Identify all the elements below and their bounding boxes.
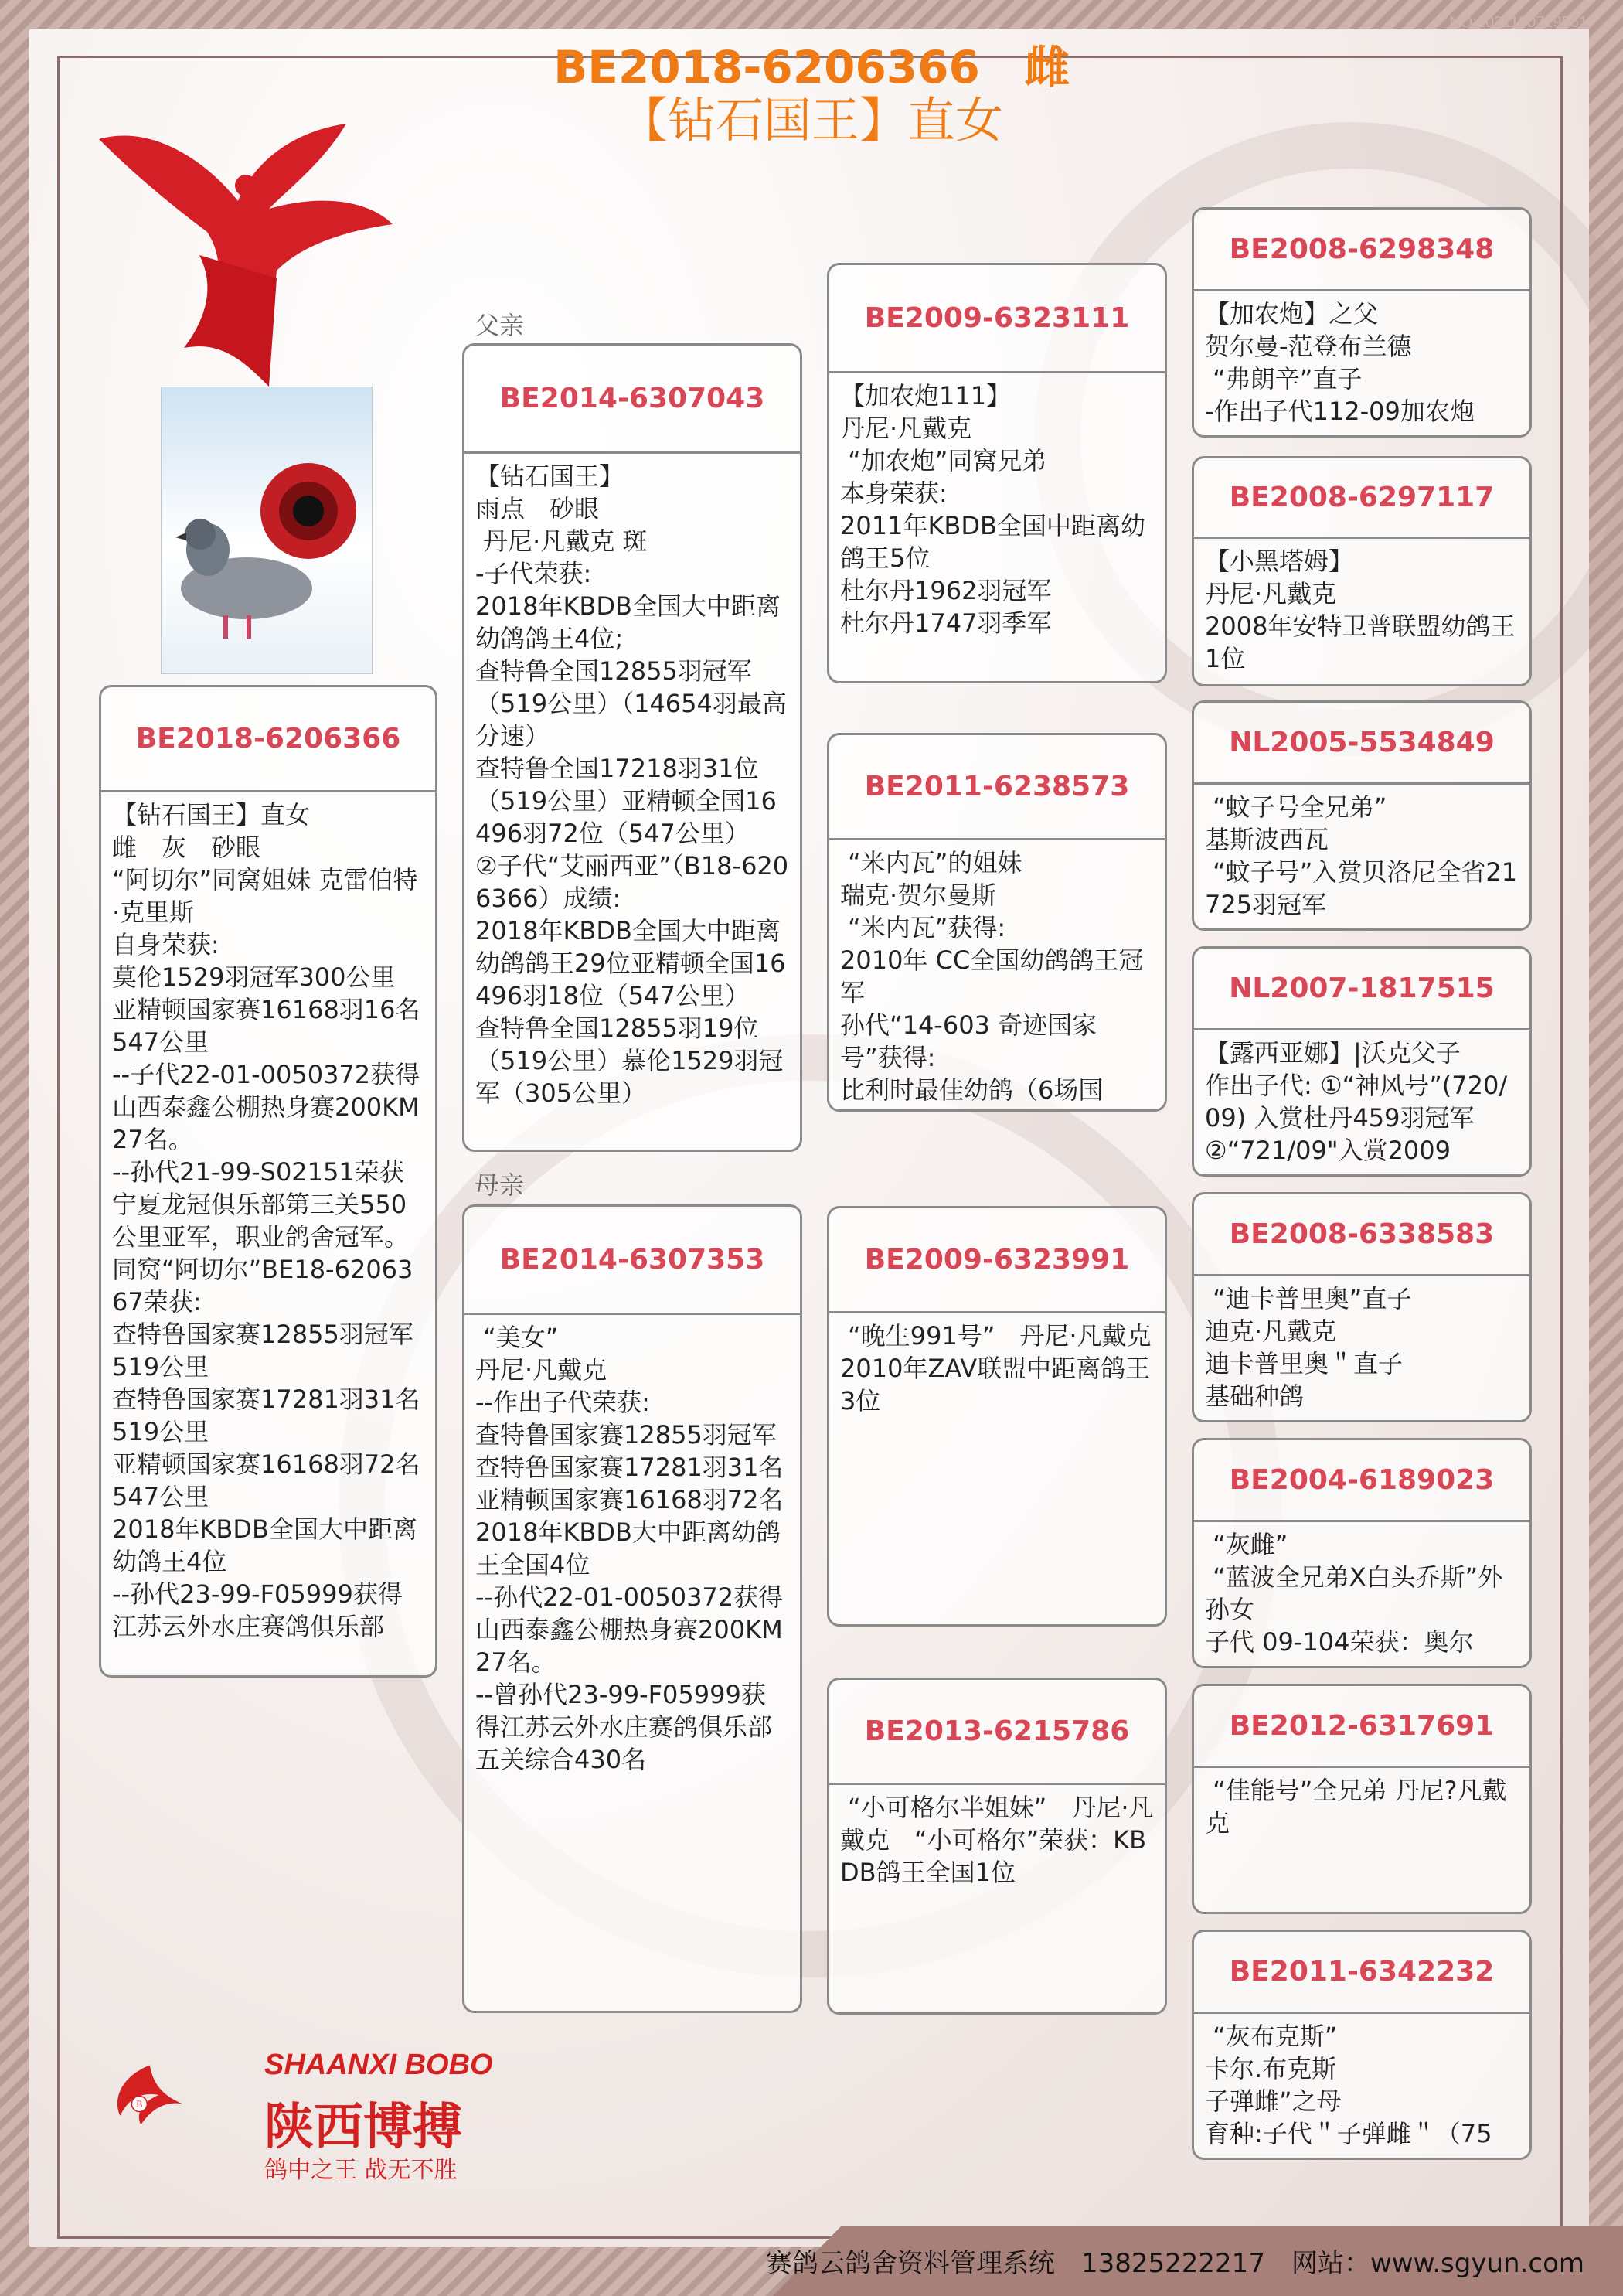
dam-ring: BE2014-6307353 (464, 1207, 800, 1315)
great-grandparent-description: 【露西亚娜】|沃克父子 作出子代: ①“神风号”(720/09) 入赏杜丹459羽冠军 ②“721/09"入赏2009 (1205, 1038, 1508, 1165)
great-grandparent-ring: BE2008-6298348 (1194, 210, 1529, 291)
document-number: NO:2021100719561 (1449, 14, 1587, 31)
subject-card (99, 685, 437, 1678)
grandparent-card (827, 1206, 1167, 1627)
great-grandparent-card (1192, 1930, 1532, 2160)
grandparent-description: 【加农炮111】 丹尼·凡戴克 “加农炮”同窝兄弟 本身荣获: 2011年KBDB全国中距离幼鸽王5位 杜尔丹1962羽冠军 杜尔丹1747羽季军 (840, 381, 1145, 638)
great-grandparent-card (1192, 207, 1532, 438)
sire-description: 【钻石国王】 雨点 砂眼 丹尼·凡戴克 斑 -子代荣获: 2018年KBDB全国大中距离幼鸽鸽王4位; 查特鲁全国12855羽冠军（519公里）（14654羽最高分速） 查特鲁全国17218羽31位（519公里）亚精顿全国16496羽72位（547公里） ②子代“艾丽西亚”（B18-6206366）成绩: 2018年KBDB全国大中距离幼鸽鸽王29位亚精顿全国16496羽18位（547公里） 查特鲁全国12855羽19位（519公里）慕伦1529羽冠军（305公里） (475, 462, 789, 1108)
great-grandparent-ring: BE2011-6342232 (1194, 1932, 1529, 2014)
subject-ring: BE2018-6206366 (101, 687, 435, 792)
great-grandparent-ring: BE2012-6317691 (1194, 1686, 1529, 1768)
great-grandparent-card (1192, 1192, 1532, 1422)
grandparent-ring: BE2009-6323991 (829, 1208, 1165, 1313)
great-grandparent-description: “灰布克斯” 卡尔.布克斯 子弹雌”之母 育种:子代＂子弹雌＂（75 (1205, 2022, 1492, 2148)
sire-ring: BE2014-6307043 (464, 346, 800, 454)
great-grandparent-description: “蚊子号全兄弟” 基斯波西瓦 “蚊子号”入赏贝洛尼全省21725羽冠军 (1205, 792, 1518, 919)
brand-slogan: 鸽中之王 战无不胜 (264, 2157, 458, 2184)
grandparent-card (827, 263, 1167, 683)
grandparent-description: “米内瓦”的姐妹 瑞克·贺尔曼斯 “米内瓦”获得: 2010年 CC全国幼鸽鸽王冠军 孙代“14-603 奇迹国家号”获得: 比利时最佳幼鸽（6场国 (840, 848, 1144, 1105)
phoenix-logo-icon (91, 116, 400, 394)
pigeon-illustration (162, 387, 372, 673)
footer-contact: 赛鸽云鸽舍资料管理系统 13825222217 网站：www.sgyun.com (766, 2248, 1584, 2279)
great-grandparent-description: 【小黑塔姆】 丹尼·凡戴克 2008年安特卫普联盟幼鸽王1位 (1205, 547, 1516, 673)
brand-name-en: SHAANXI BOBO (264, 2049, 493, 2081)
brand-logo-icon (108, 2010, 263, 2180)
dam-card (462, 1204, 802, 2013)
mother-label: 母亲 (475, 1170, 525, 1200)
grandparent-ring: BE2011-6238573 (829, 735, 1165, 840)
great-grandparent-description: 【加农炮】之父 贺尔曼-范登布兰德 “弗朗辛”直子 -作出子代112-09加农炮 (1205, 299, 1475, 426)
father-label: 父亲 (475, 311, 525, 340)
great-grandparent-ring: BE2004-6189023 (1194, 1440, 1529, 1522)
brand-name-cn: 陕西博搏 (264, 2099, 462, 2156)
grandparent-ring: BE2013-6215786 (829, 1680, 1165, 1785)
subject-description: 【钻石国王】直女 雌 灰 砂眼 “阿切尔”同窝姐妹 克雷伯特·克里斯 自身荣获: 莫伦1529羽冠军300公里 亚精顿国家赛16168羽16名547公里 --子代22-01-0050372获得山西泰鑫公棚热身赛200KM27名。 --孙代21-99-S02151荣获宁夏龙冠俱乐部第三关550公里亚军，职业鸽舍冠军。 同窝“阿切尔”BE18-6206367荣获: 查特鲁国家赛12855羽冠军519公里 查特鲁国家赛17281羽31名519公里 亚精顿国家赛16168羽72名547公里 2018年KBDB全国大中距离幼鸽王4位 --孙代23-99-F05999获得江苏云外水庄赛鸽俱乐部 (112, 800, 420, 1641)
great-grandparent-ring: NL2007-1817515 (1194, 949, 1529, 1030)
great-grandparent-card (1192, 456, 1532, 686)
great-grandparent-card (1192, 946, 1532, 1177)
grandparent-card (827, 1678, 1167, 2015)
page-title: BE2018-6206366 雌 (553, 41, 1070, 94)
great-grandparent-ring: NL2005-5534849 (1194, 703, 1529, 785)
grandparent-ring: BE2009-6323111 (829, 265, 1165, 373)
dam-description: “美女” 丹尼·凡戴克 --作出子代荣获: 查特鲁国家赛12855羽冠军 查特鲁国家赛17281羽31名 亚精顿国家赛16168羽72名 2018年KBDB大中距离幼鸽王全国4位 --孙代22-01-0050372获得山西泰鑫公棚热身赛200KM27名。 --曾孙代23-99-F05999获得江苏云外水庄赛鸽俱乐部五关综合430名 (475, 1323, 784, 1774)
svg-text:B: B (136, 2099, 143, 2110)
great-grandparent-description: “迪卡普里奥”直子 迪克·凡戴克 迪卡普里奥＂直子 基础种鸽 (1205, 1284, 1412, 1411)
great-grandparent-description: “佳能号”全兄弟 丹尼?凡戴克 (1205, 1776, 1507, 1838)
grandparent-description: “小可格尔半姐妹” 丹尼·凡戴克 “小可格尔”荣获：KBDB鸽王全国1位 (840, 1793, 1154, 1887)
pigeon-photo (161, 387, 373, 674)
grandparent-description: “晚生991号” 丹尼·凡戴克 2010年ZAV联盟中距离鸽王3位 (840, 1321, 1152, 1415)
great-grandparent-ring: BE2008-6338583 (1194, 1194, 1529, 1276)
grandparent-card (827, 733, 1167, 1112)
great-grandparent-card (1192, 1438, 1532, 1668)
great-grandparent-card (1192, 1684, 1532, 1914)
great-grandparent-ring: BE2008-6297117 (1194, 458, 1529, 539)
sire-card (462, 343, 802, 1152)
page-subtitle: 【钻石国王】直女 (619, 92, 1003, 148)
great-grandparent-card (1192, 700, 1532, 931)
great-grandparent-description: “灰雌” “蓝波全兄弟X白头乔斯”外孙女 子代 09-104荣获：奥尔 (1205, 1530, 1503, 1657)
